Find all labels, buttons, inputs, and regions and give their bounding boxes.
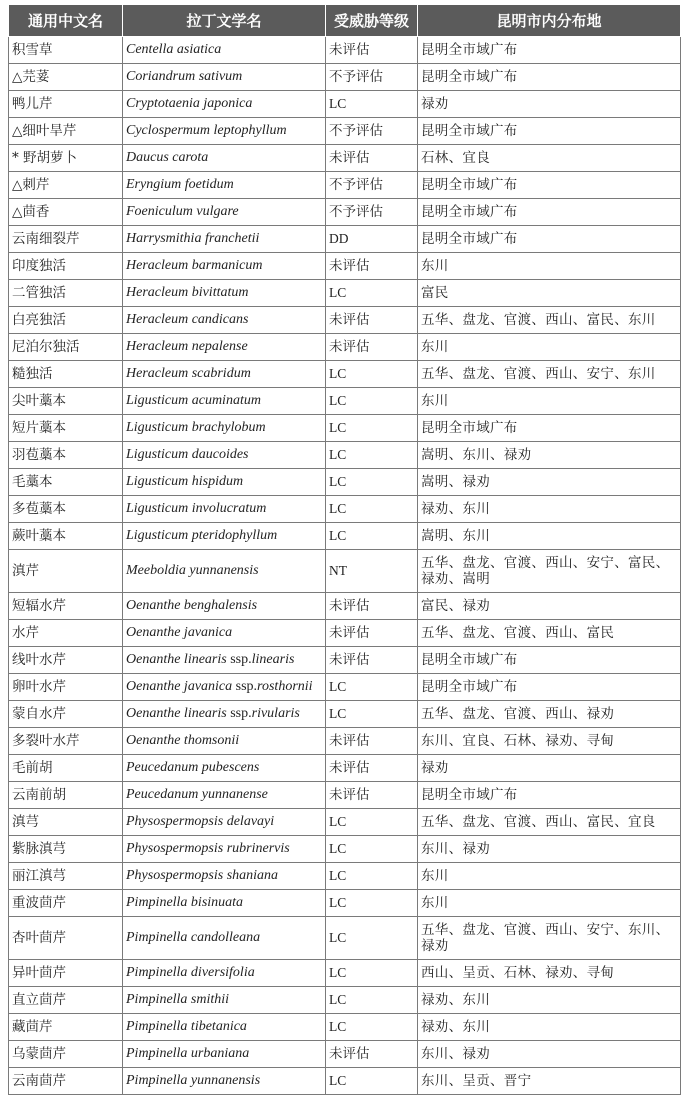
cell-distribution: 嵩明、东川 [418, 523, 681, 550]
latin-binomial: Pimpinella smithii [126, 992, 230, 1007]
cell-chinese-name: 滇芹 [9, 550, 123, 593]
cell-chinese-name: 乌蒙茴芹 [9, 1041, 123, 1068]
cell-latin-name [123, 280, 326, 307]
table-row [9, 647, 681, 674]
table-row [9, 388, 681, 415]
latin-binomial: Pimpinella candolleana [126, 930, 261, 945]
cell-threat-level: 不予评估 [326, 199, 418, 226]
cell-chinese-name: 重波茴芹 [9, 890, 123, 917]
cell-chinese-name: 尖叶藁本 [9, 388, 123, 415]
cell-distribution: 昆明全市域广布 [418, 172, 681, 199]
cell-distribution: 东川、禄劝 [418, 836, 681, 863]
cell-distribution: 昆明全市域广布 [418, 674, 681, 701]
cell-threat-level: LC [326, 987, 418, 1014]
subspecies-epithet: rivularis [251, 706, 300, 721]
cell-chinese-name: 尼泊尔独活 [9, 334, 123, 361]
latin-binomial: Peucedanum pubescens [126, 760, 260, 775]
table-row [9, 1041, 681, 1068]
cell-threat-level: LC [326, 523, 418, 550]
cell-chinese-name: 糙独活 [9, 361, 123, 388]
cell-chinese-name: △茴香 [9, 199, 123, 226]
table-row [9, 199, 681, 226]
latin-binomial: Physospermopsis shaniana [126, 868, 279, 883]
cell-chinese-name: 云南茴芹 [9, 1068, 123, 1095]
table-row [9, 701, 681, 728]
cell-chinese-name: 线叶水芹 [9, 647, 123, 674]
cell-chinese-name: 二管独活 [9, 280, 123, 307]
cell-latin-name [123, 226, 326, 253]
latin-binomial: Heracleum bivittatum [126, 285, 249, 300]
latin-binomial: Cyclospermum leptophyllum [126, 123, 287, 138]
table-row [9, 91, 681, 118]
cell-latin-name [123, 37, 326, 64]
cell-latin-name [123, 620, 326, 647]
cell-distribution: 昆明全市域广布 [418, 782, 681, 809]
cell-latin-name [123, 64, 326, 91]
cell-latin-name [123, 987, 326, 1014]
cell-distribution: 东川 [418, 388, 681, 415]
cell-latin-name [123, 890, 326, 917]
cell-distribution: 五华、盘龙、官渡、西山、禄劝 [418, 701, 681, 728]
cell-latin-name [123, 469, 326, 496]
latin-binomial: Physospermopsis rubrinervis [126, 841, 290, 856]
table-row [9, 442, 681, 469]
table-row [9, 334, 681, 361]
table-row [9, 307, 681, 334]
cell-chinese-name: 鸭儿芹 [9, 91, 123, 118]
cell-distribution: 禄劝、东川 [418, 1014, 681, 1041]
cell-latin-name [123, 809, 326, 836]
cell-latin-name [123, 960, 326, 987]
cell-distribution: 西山、呈贡、石林、禄劝、寻甸 [418, 960, 681, 987]
cell-distribution: 石林、宜良 [418, 145, 681, 172]
table-row [9, 523, 681, 550]
cell-distribution: 东川、禄劝 [418, 1041, 681, 1068]
latin-binomial: Physospermopsis delavayi [126, 814, 275, 829]
cell-distribution: 禄劝、东川 [418, 496, 681, 523]
cell-threat-level: 未评估 [326, 620, 418, 647]
table-row [9, 674, 681, 701]
cell-latin-name [123, 1041, 326, 1068]
cell-chinese-name: 印度独活 [9, 253, 123, 280]
latin-binomial: Coriandrum sativum [126, 69, 243, 84]
subspecies-epithet: rosthornii [257, 679, 313, 694]
cell-threat-level: 未评估 [326, 145, 418, 172]
cell-latin-name [123, 836, 326, 863]
cell-threat-level: 未评估 [326, 593, 418, 620]
cell-chinese-name: 白亮独活 [9, 307, 123, 334]
cell-distribution: 昆明全市域广布 [418, 199, 681, 226]
cell-threat-level: NT [326, 550, 418, 593]
cell-threat-level: 不予评估 [326, 172, 418, 199]
cell-threat-level: LC [326, 1014, 418, 1041]
table-row [9, 917, 681, 960]
cell-latin-name [123, 307, 326, 334]
cell-distribution: 东川 [418, 890, 681, 917]
cell-threat-level: LC [326, 836, 418, 863]
table-row [9, 593, 681, 620]
latin-binomial: Ligusticum brachylobum [126, 420, 266, 435]
table-row [9, 280, 681, 307]
table-row [9, 1014, 681, 1041]
cell-threat-level: 不予评估 [326, 64, 418, 91]
cell-latin-name [123, 701, 326, 728]
cell-latin-name [123, 145, 326, 172]
cell-threat-level: 未评估 [326, 728, 418, 755]
table-row [9, 496, 681, 523]
cell-latin-name [123, 388, 326, 415]
cell-chinese-name: 多裂叶水芹 [9, 728, 123, 755]
cell-threat-level: 未评估 [326, 755, 418, 782]
cell-threat-level: LC [326, 701, 418, 728]
cell-distribution: 东川、宜良、石林、禄劝、寻甸 [418, 728, 681, 755]
table-row [9, 469, 681, 496]
table-row [9, 361, 681, 388]
latin-binomial: Ligusticum pteridophyllum [126, 528, 278, 543]
cell-latin-name [123, 550, 326, 593]
cell-chinese-name: △刺芹 [9, 172, 123, 199]
table-row [9, 755, 681, 782]
cell-chinese-name: 异叶茴芹 [9, 960, 123, 987]
cell-distribution: 昆明全市域广布 [418, 415, 681, 442]
cell-latin-name [123, 523, 326, 550]
cell-distribution: 五华、盘龙、官渡、西山、富民、东川 [418, 307, 681, 334]
header-distribution: 昆明市内分布地 [418, 5, 681, 37]
cell-chinese-name: 直立茴芹 [9, 987, 123, 1014]
cell-chinese-name: * 野胡萝卜 [9, 145, 123, 172]
table-row [9, 836, 681, 863]
cell-chinese-name: 多苞藁本 [9, 496, 123, 523]
cell-latin-name [123, 118, 326, 145]
table-row [9, 37, 681, 64]
latin-binomial: Heracleum scabridum [126, 366, 251, 381]
cell-distribution: 富民 [418, 280, 681, 307]
cell-threat-level: 未评估 [326, 647, 418, 674]
latin-binomial: Oenanthe benghalensis [126, 598, 258, 613]
cell-threat-level: LC [326, 280, 418, 307]
cell-threat-level: LC [326, 960, 418, 987]
latin-binomial: Heracleum candicans [126, 312, 249, 327]
cell-chinese-name: 藏茴芹 [9, 1014, 123, 1041]
species-table [8, 5, 681, 1095]
latin-binomial: Oenanthe javanica [126, 625, 233, 640]
latin-binomial: Eryngium foetidum [126, 177, 234, 192]
latin-binomial: Ligusticum daucoides [126, 447, 249, 462]
cell-threat-level: LC [326, 469, 418, 496]
cell-chinese-name: 积雪草 [9, 37, 123, 64]
cell-distribution: 禄劝、东川 [418, 987, 681, 1014]
cell-chinese-name: 短片藁本 [9, 415, 123, 442]
cell-distribution: 东川 [418, 253, 681, 280]
cell-chinese-name: △细叶旱芹 [9, 118, 123, 145]
latin-binomial: Pimpinella urbaniana [126, 1046, 250, 1061]
cell-distribution: 五华、盘龙、官渡、西山、富民、宜良 [418, 809, 681, 836]
cell-distribution: 禄劝 [418, 755, 681, 782]
cell-distribution: 东川 [418, 334, 681, 361]
cell-distribution: 东川、呈贡、晋宁 [418, 1068, 681, 1095]
cell-threat-level: LC [326, 863, 418, 890]
cell-latin-name [123, 496, 326, 523]
latin-binomial: Oenanthe thomsonii [126, 733, 240, 748]
cell-chinese-name: 蕨叶藁本 [9, 523, 123, 550]
cell-latin-name [123, 253, 326, 280]
cell-chinese-name: 蒙自水芹 [9, 701, 123, 728]
latin-binomial: Harrysmithia franchetii [126, 231, 260, 246]
cell-chinese-name: 云南细裂芹 [9, 226, 123, 253]
cell-chinese-name: 丽江滇芎 [9, 863, 123, 890]
cell-chinese-name: △芫荽 [9, 64, 123, 91]
latin-binomial: Pimpinella bisinuata [126, 895, 244, 910]
cell-chinese-name: 水芹 [9, 620, 123, 647]
cell-distribution: 禄劝 [418, 91, 681, 118]
table-row [9, 620, 681, 647]
cell-chinese-name: 杏叶茴芹 [9, 917, 123, 960]
cell-chinese-name: 卵叶水芹 [9, 674, 123, 701]
latin-binomial: Heracleum barmanicum [126, 258, 263, 273]
cell-threat-level: LC [326, 388, 418, 415]
header-row [9, 5, 681, 37]
cell-latin-name [123, 442, 326, 469]
table-row [9, 550, 681, 593]
cell-latin-name [123, 1014, 326, 1041]
table-row [9, 809, 681, 836]
cell-latin-name [123, 917, 326, 960]
cell-distribution: 昆明全市域广布 [418, 226, 681, 253]
table-row [9, 172, 681, 199]
latin-binomial: Pimpinella yunnanensis [126, 1073, 261, 1088]
latin-binomial: Oenanthe javanica [126, 679, 233, 694]
cell-chinese-name: 滇芎 [9, 809, 123, 836]
cell-distribution: 昆明全市域广布 [418, 37, 681, 64]
table-row [9, 118, 681, 145]
latin-binomial: Daucus carota [126, 150, 209, 165]
cell-latin-name [123, 593, 326, 620]
cell-latin-name [123, 647, 326, 674]
subspecies-marker: ssp. [230, 652, 252, 667]
cell-latin-name [123, 199, 326, 226]
cell-distribution: 昆明全市域广布 [418, 647, 681, 674]
table-row [9, 145, 681, 172]
cell-threat-level: 未评估 [326, 307, 418, 334]
cell-latin-name [123, 172, 326, 199]
cell-latin-name [123, 1068, 326, 1095]
cell-threat-level: 未评估 [326, 253, 418, 280]
table-row [9, 890, 681, 917]
cell-distribution: 昆明全市域广布 [418, 64, 681, 91]
cell-threat-level: 不予评估 [326, 118, 418, 145]
header-threat-level: 受威胁等级 [326, 5, 418, 37]
latin-binomial: Foeniculum vulgare [126, 204, 239, 219]
cell-latin-name [123, 782, 326, 809]
latin-binomial: Meeboldia yunnanensis [126, 563, 259, 578]
cell-threat-level: LC [326, 1068, 418, 1095]
cell-threat-level: LC [326, 890, 418, 917]
cell-chinese-name: 紫脉滇芎 [9, 836, 123, 863]
cell-distribution: 五华、盘龙、官渡、西山、安宁、东川 [418, 361, 681, 388]
latin-binomial: Ligusticum hispidum [126, 474, 244, 489]
cell-chinese-name: 羽苞藁本 [9, 442, 123, 469]
table-row [9, 1068, 681, 1095]
cell-threat-level: LC [326, 361, 418, 388]
latin-binomial: Ligusticum involucratum [126, 501, 267, 516]
cell-latin-name [123, 334, 326, 361]
table-row [9, 253, 681, 280]
table-row [9, 728, 681, 755]
latin-binomial: Centella asiatica [126, 42, 222, 57]
cell-chinese-name: 毛前胡 [9, 755, 123, 782]
latin-binomial: Peucedanum yunnanense [126, 787, 268, 802]
cell-distribution: 东川 [418, 863, 681, 890]
latin-binomial: Oenanthe linearis [126, 652, 227, 667]
cell-threat-level: DD [326, 226, 418, 253]
table-row [9, 782, 681, 809]
cell-latin-name [123, 674, 326, 701]
cell-chinese-name: 毛藁本 [9, 469, 123, 496]
latin-binomial: Cryptotaenia japonica [126, 96, 253, 111]
cell-threat-level: 未评估 [326, 782, 418, 809]
table-row [9, 64, 681, 91]
table-row [9, 415, 681, 442]
cell-threat-level: LC [326, 674, 418, 701]
cell-chinese-name: 短辐水芹 [9, 593, 123, 620]
cell-distribution: 昆明全市域广布 [418, 118, 681, 145]
cell-threat-level: LC [326, 809, 418, 836]
table-row [9, 226, 681, 253]
latin-binomial: Heracleum nepalense [126, 339, 248, 354]
subspecies-epithet: linearis [251, 652, 295, 667]
table-row [9, 863, 681, 890]
cell-latin-name [123, 863, 326, 890]
header-latin-name: 拉丁文学名 [123, 5, 326, 37]
cell-distribution: 五华、盘龙、官渡、西山、安宁、富民、禄劝、嵩明 [418, 550, 681, 593]
latin-binomial: Oenanthe linearis [126, 706, 227, 721]
cell-distribution: 嵩明、东川、禄劝 [418, 442, 681, 469]
cell-threat-level: 未评估 [326, 37, 418, 64]
header-chinese-name: 通用中文名 [9, 5, 123, 37]
cell-threat-level: 未评估 [326, 1041, 418, 1068]
cell-latin-name [123, 755, 326, 782]
cell-latin-name [123, 361, 326, 388]
cell-distribution: 五华、盘龙、官渡、西山、安宁、东川、禄劝 [418, 917, 681, 960]
cell-chinese-name: 云南前胡 [9, 782, 123, 809]
cell-latin-name [123, 728, 326, 755]
cell-latin-name [123, 91, 326, 118]
cell-distribution: 嵩明、禄劝 [418, 469, 681, 496]
cell-latin-name [123, 415, 326, 442]
latin-binomial: Ligusticum acuminatum [126, 393, 261, 408]
cell-threat-level: LC [326, 496, 418, 523]
table-row [9, 987, 681, 1014]
cell-distribution: 富民、禄劝 [418, 593, 681, 620]
cell-distribution: 五华、盘龙、官渡、西山、富民 [418, 620, 681, 647]
cell-threat-level: LC [326, 415, 418, 442]
latin-binomial: Pimpinella diversifolia [126, 965, 255, 980]
subspecies-marker: ssp. [230, 706, 252, 721]
cell-threat-level: LC [326, 91, 418, 118]
cell-threat-level: 未评估 [326, 334, 418, 361]
table-row [9, 960, 681, 987]
subspecies-marker: ssp. [235, 679, 258, 694]
latin-binomial: Pimpinella tibetanica [126, 1019, 247, 1034]
cell-threat-level: LC [326, 917, 418, 960]
cell-threat-level: LC [326, 442, 418, 469]
